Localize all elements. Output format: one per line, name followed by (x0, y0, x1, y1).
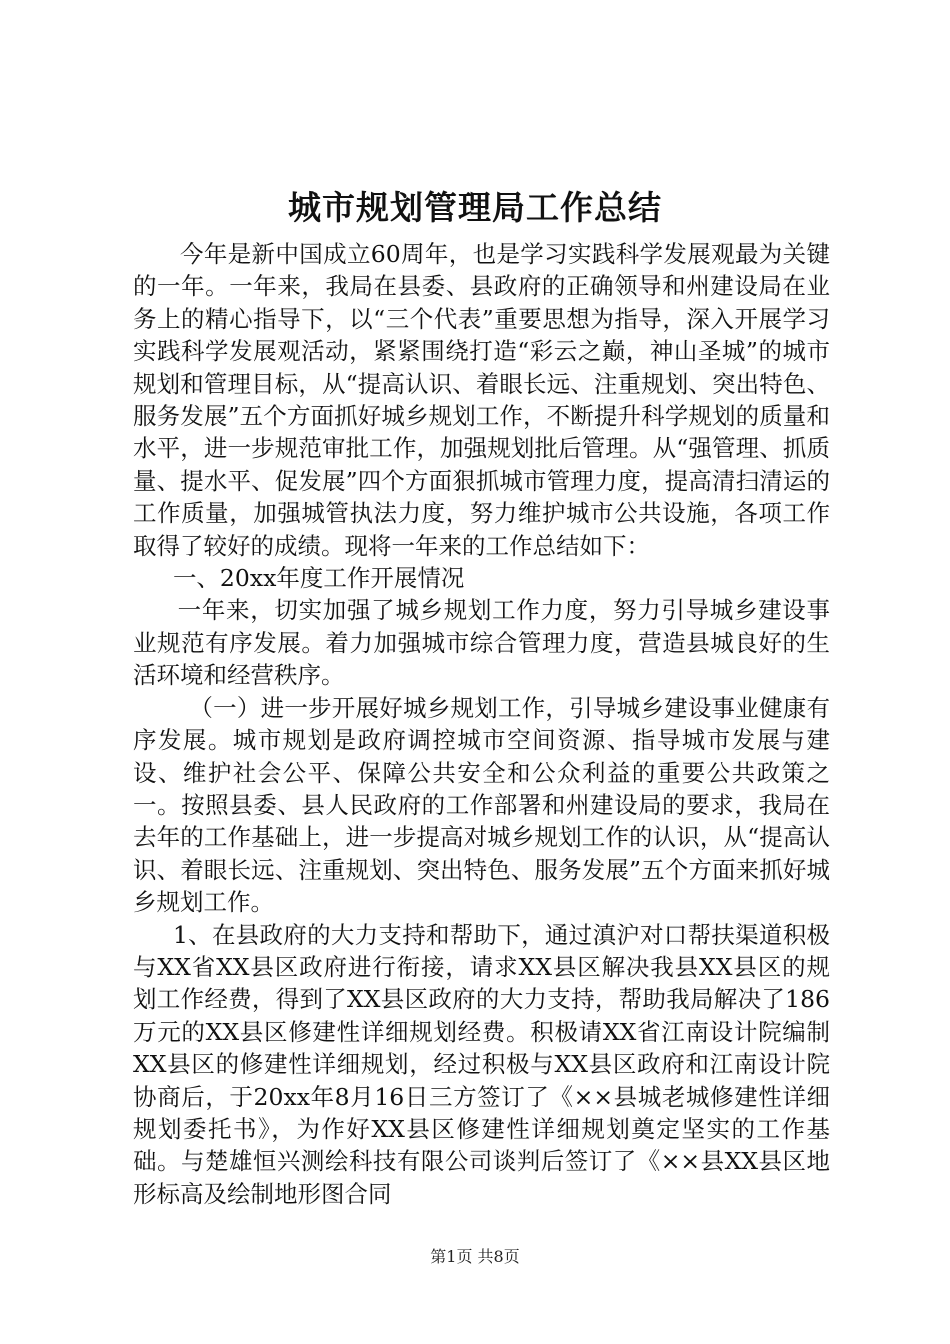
paragraph-subsection-1: （一）进一步开展好城乡规划工作，引导城乡建设事业健康有序发展。城市规划是政府调控城市空间资源、指导城市发展与建设、维护社会公平、保障公共安全和公众利益的重要公共政策之一。按照县委、县人民政府的工作部署和州建设局的要求，我局在去年的工作基础上，进一步提高对城乡规划工作的认识，从“提高认识、着眼长远、注重规划、突出特色、服务发展”五个方面来抓好城乡规划工作。 (133, 693, 830, 917)
paragraph-item-1: 1、在县政府的大力支持和帮助下，通过滇沪对口帮扶渠道积极与XX省XX县区政府进行衔接，请求XX县区解决我县XX县区的规划工作经费，得到了XX县区政府的大力支持，帮助我局解决了186万元的XX县区修建性详细规划经费。积极请XX省江南设计院编制XX县区的修建性详细规划，经过积极与XX县区政府和江南设计院协商后，于20xx年8月16日三方签订了《××县城老城修建性详细规划委托书》，为作好XX县区修建性详细规划奠定坚实的工作基础。与楚雄恒兴测绘科技有限公司谈判后签订了《××县XX县区地形标高及绘制地形图合同 (133, 920, 830, 1208)
document-body (133, 238, 830, 1210)
paragraph-intro: 今年是新中国成立60周年，也是学习实践科学发展观最为关键的一年。一年来，我局在县委、县政府的正确领导和州建设局在业务上的精心指导下，以“三个代表”重要思想为指导，深入开展学习实践科学发展观活动，紧紧围绕打造“彩云之巅，神山圣城”的城市规划和管理目标，从“提高认识、着眼长远、注重规划、突出特色、服务发展”五个方面抓好城乡规划工作，不断提升科学规划的质量和水平，进一步规范审批工作，加强规划批后管理。从“强管理、抓质量、提水平、促发展”四个方面狠抓城市管理力度，提高清扫清运的工作质量，加强城管执法力度，努力维护城市公共设施，各项工作取得了较好的成绩。现将一年来的工作总结如下： (133, 240, 830, 560)
paragraph-overview: 一年来，切实加强了城乡规划工作力度，努力引导城乡建设事业规范有序发展。着力加强城市综合管理力度，营造县城良好的生活环境和经营秩序。 (133, 596, 830, 690)
document-title: 城市规划管理局工作总结 (288, 188, 662, 227)
page-footer: 第1页 共8页 (430, 1247, 520, 1266)
section-heading: 一、20xx年度工作开展情况 (172, 564, 465, 593)
